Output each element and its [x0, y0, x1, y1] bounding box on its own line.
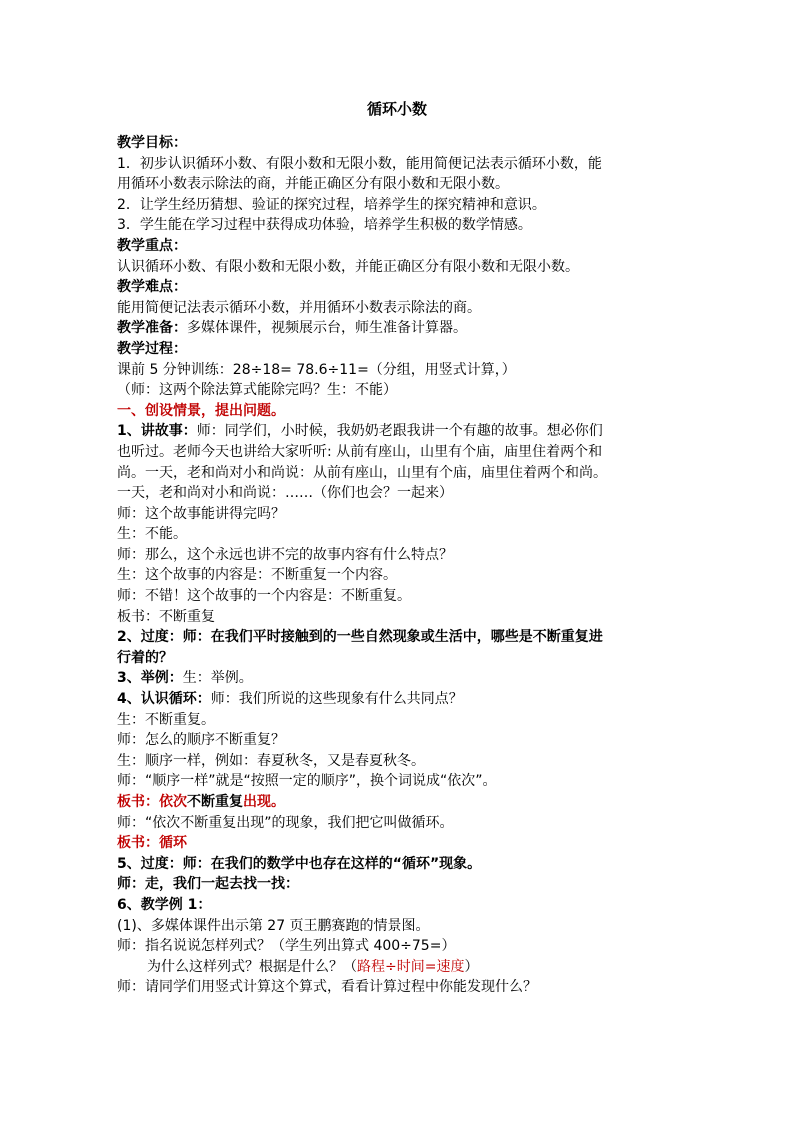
text-segment: 行着的？	[117, 649, 173, 666]
text-segment: 师：指名说说怎样列式？（学生列出算式 400÷75=）	[117, 938, 456, 955]
text-segment: 3．学生能在学习过程中获得成功体验，培养学生积极的数学情感。	[117, 217, 532, 234]
text-segment: 教学难点：	[117, 279, 187, 296]
text-line	[117, 813, 687, 834]
text-segment: 1．初步认识循环小数、有限小数和无限小数，能用简便记法表示循环小数，能	[117, 155, 602, 172]
text-line	[117, 627, 687, 648]
text-segment: 6、教学例 1：	[117, 896, 212, 913]
text-line	[117, 854, 687, 875]
text-segment: 多媒体课件，视频展示台，师生准备计算器。	[187, 320, 467, 337]
text-segment: 生：不能。	[117, 526, 187, 543]
text-line	[117, 833, 687, 854]
page-title: 循环小数	[366, 100, 427, 118]
text-line	[117, 257, 687, 278]
text-segment: 4、认识循环：	[117, 691, 211, 708]
text-segment: ）	[464, 958, 479, 975]
text-line	[117, 463, 687, 484]
text-line	[117, 771, 687, 792]
text-line	[117, 236, 687, 257]
text-segment: 板书：依次	[117, 794, 187, 810]
text-line	[117, 504, 687, 525]
text-segment: 师：“顺序一样”就是“按照一定的顺序”，换个词说成“依次”。	[117, 773, 497, 790]
text-segment: 教学目标：	[117, 135, 187, 151]
text-segment: 尚。一天，老和尚对小和尚说：从前有座山，山里有个庙，庙里住着两个和尚。	[117, 464, 607, 481]
text-segment: 认识循环小数、有限小数和无限小数，并能正确区分有限小数和无限小数。	[117, 258, 579, 275]
text-segment: 教学过程：	[117, 340, 187, 357]
text-segment: 生：顺序一样，例如：春夏秋冬，又是春夏秋冬。	[117, 752, 425, 769]
text-segment: 板书：不断重复	[117, 608, 215, 625]
text-line	[117, 895, 687, 916]
text-line	[117, 298, 687, 319]
text-line	[117, 421, 687, 442]
text-segment: 也听过。老师今天也讲给大家听听: 从前有座山，山里有个庙，庙里住着两个和	[117, 443, 603, 460]
text-segment: 课前 5 分钟训练：28÷18= 78.6÷11=（分组，用竖式计算，）	[117, 361, 516, 378]
text-line	[117, 792, 687, 813]
text-segment: 不断重复	[187, 794, 243, 810]
text-segment: 用循环小数表示除法的商，并能正确区分有限小数和无限小数。	[117, 176, 509, 193]
text-segment: 生：这个故事的内容是：不断重复一个内容。	[117, 567, 397, 584]
text-line	[117, 936, 687, 957]
text-segment: 师：同学们，小时候，我奶奶老跟我讲一个有趣的故事。想必你们	[196, 423, 603, 440]
text-line	[117, 545, 687, 566]
text-line	[117, 380, 687, 401]
text-segment: 出现。	[243, 794, 285, 810]
text-line	[117, 401, 687, 422]
text-line	[117, 154, 687, 175]
text-segment: 1、讲故事：	[117, 423, 197, 440]
text-line	[117, 648, 687, 669]
text-line	[117, 916, 687, 937]
text-line	[117, 874, 687, 895]
text-line	[117, 524, 687, 545]
text-line	[117, 133, 687, 154]
text-segment: 一天，老和尚对小和尚说：……（你们也会？一起来）	[117, 485, 453, 502]
text-line	[117, 751, 687, 772]
text-line	[117, 957, 687, 978]
text-line	[117, 565, 687, 586]
text-line	[117, 730, 687, 751]
text-line	[117, 689, 687, 710]
text-segment: 一、创设情景，提出问题。	[117, 402, 285, 419]
text-line	[117, 195, 687, 216]
text-segment: 师：不错！这个故事的一个内容是：不断重复。	[117, 588, 411, 605]
text-segment: 板书：循环	[117, 835, 187, 852]
text-line	[117, 318, 687, 339]
text-line	[117, 586, 687, 607]
text-segment: 2、过度：师：在我们平时接触到的一些自然现象或生活中，哪些是不断重复进	[117, 629, 603, 646]
text-segment: 师：请同学们用竖式计算这个算式，看看计算过程中你能发现什么？	[117, 979, 537, 996]
text-segment: 生：不断重复。	[117, 711, 215, 728]
text-segment: 师：那么，这个永远也讲不完的故事内容有什么特点？	[117, 546, 453, 563]
text-segment: 师：走，我们一起去找一找：	[117, 876, 299, 893]
text-segment: 3、举例：	[117, 670, 183, 687]
text-segment: 生：举例。	[182, 670, 253, 687]
text-line	[117, 360, 687, 381]
text-segment: (1)、多媒体课件出示第 27 页王鹏赛跑的情景图。	[117, 917, 430, 934]
text-line	[117, 483, 687, 504]
text-segment: 能用简便记法表示循环小数，并用循环小数表示除法的商。	[117, 299, 481, 316]
text-line	[117, 442, 687, 463]
text-line	[117, 339, 687, 360]
text-segment: 教学准备：	[117, 320, 187, 337]
text-line	[117, 277, 687, 298]
text-segment: 2．让学生经历猜想、验证的探究过程，培养学生的探究精神和意识。	[117, 196, 546, 213]
text-segment: 师：	[182, 855, 211, 872]
text-segment: 师：这个故事能讲得完吗？	[117, 505, 285, 522]
text-segment: 师：我们所说的这些现象有什么共同点？	[210, 691, 463, 708]
text-line	[117, 215, 687, 236]
text-segment: 教学重点：	[117, 237, 187, 254]
text-segment: （师：这两个除法算式能除完吗？生：不能）	[117, 382, 397, 399]
text-line	[117, 668, 687, 689]
text-line	[117, 607, 687, 628]
text-line	[117, 174, 687, 195]
text-line	[117, 710, 687, 731]
text-segment: 为什么这样列式？根据是什么？（	[147, 958, 357, 975]
text-segment: 在我们的数学中也存在这样的“循环”现象。	[210, 855, 482, 872]
text-segment: 路程÷时间=速度	[357, 958, 465, 975]
text-segment: 师：怎么的顺序不断重复？	[117, 732, 285, 749]
text-segment: 5、过度：	[117, 855, 183, 872]
text-line	[117, 977, 687, 998]
lesson-plan-body	[117, 133, 687, 998]
text-segment: 师：“依次不断重复出现”的现象，我们把它叫做循环。	[117, 814, 454, 831]
